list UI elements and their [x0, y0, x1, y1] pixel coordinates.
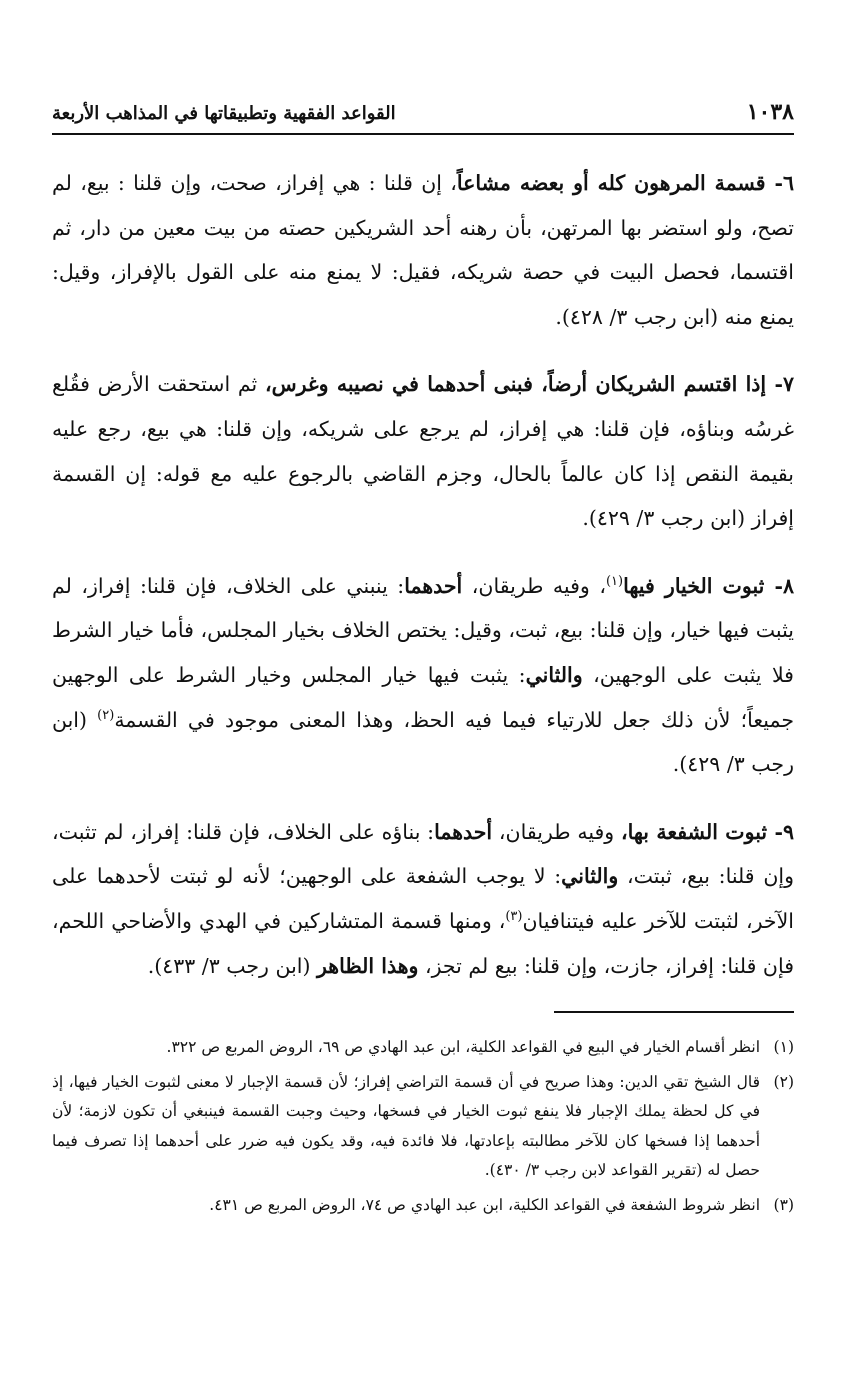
footnote-mark: (٢): [773, 1072, 794, 1091]
page-number: ١٠٣٨: [746, 99, 794, 125]
paragraph-body: (ابن رجب ٣/ ٤٣٣).: [147, 953, 317, 978]
paragraph-lead: ٩- ثبوت الشفعة بها،: [621, 819, 795, 844]
footnote-2: [52, 1068, 794, 1186]
footnote-1: [52, 1033, 794, 1063]
footnote-3: [52, 1191, 794, 1221]
footnotes: [52, 1033, 794, 1220]
paragraph-body: (ابن رجب ٣/ ٤٢٩).: [52, 707, 794, 777]
footnote-separator: [554, 1011, 794, 1013]
paragraph-body: ، وفيه طريقان،: [462, 573, 606, 598]
bold-term: أحدهما: [404, 573, 463, 598]
paragraph-body: ثم استحقت الأرض فقُلع غرسُه وبناؤه، فإن قلنا: هي إفراز، لم يرجع على شريكه، وإن قلنا: هي بيع، رجع عليه بقيمة النقص إذا كان عالماً بالحال، وجزم القاضي بالرجوع عليه مع قوله: إن القسمة إفراز (ابن رجب ٣/ ٤٢٩).: [52, 372, 794, 531]
footnote-mark: (١): [773, 1038, 794, 1057]
footnote-text: انظر أقسام الخيار في البيع في القواعد الكلية، ابن عبد الهادي ص ٦٩، الروض المربع ص ٣٢٢.: [166, 1038, 760, 1057]
bold-term: والثاني: [525, 662, 583, 687]
footnote-ref-2: (٢): [97, 707, 115, 723]
paragraph-body: : ينبني على الخلاف، فإن قلنا: إفراز، لم يثبت فيها خيار، وإن قلنا: بيع، ثبت، وقيل: يختص الخلاف بخيار المجلس، فأما خيار الشرط فلا يثبت على الوجهين،: [52, 573, 794, 687]
paragraph-body: ، ومنها قسمة المتشاركين في الهدي والأضاحي اللحم، فإن قلنا: إفراز، جازت، وإن قلنا: بيع لم تجز،: [52, 908, 794, 978]
paragraph-7: [52, 362, 794, 540]
paragraph-8: [52, 564, 794, 787]
running-header: [52, 95, 794, 135]
main-text: [52, 161, 794, 988]
paragraph-9: [52, 810, 794, 988]
footnote-mark: (٣): [773, 1195, 794, 1214]
bold-term: والثاني: [561, 864, 619, 889]
paragraph-body: وفيه طريقان،: [492, 819, 621, 844]
footnote-text: قال الشيخ تقي الدين: وهذا صريح في أن قسمة التراضي إفراز؛ لأن قسمة الإجبار لا معنى لثبوت الخيار فيها، إذ في كل لحظة يملك الإجبار فلا ينفع ثبوت الخيار في فسخها، وحيث وجبت القسمة فينبغي أن تكون لازمة؛ لأن أحدهما إذا فسخها كان للآخر مطالبته بإعادتها، فلا فائدة فيه، وقد يكون فيه ضرر على أحدهما إذا تصرف فيما حصل له (تقرير القواعد لابن رجب ٣/ ٤٣٠).: [52, 1072, 760, 1180]
footnote-ref-3: (٣): [505, 909, 523, 925]
paragraph-body: : بناؤه على الخلاف، فإن قلنا: إفراز، لم تثبت، وإن قلنا: بيع، ثبتت،: [52, 819, 794, 889]
paragraph-lead: ٦- قسمة المرهون كله أو بعضه مشاعاً: [456, 171, 794, 195]
book-page: [52, 95, 794, 1225]
footnote-ref-1: (١): [605, 573, 624, 589]
paragraph-body: ، إن قلنا : هي إفراز، صحت، وإن قلنا : بيع، لم تصح، ولو استضر بها المرتهن، بأن رهنه أحد الشريكين حصته من بيت معين من دار، ثم اقتسما، فحصل البيت في حصة شريكه، فقيل: لا يمنع منه على القول بالإفراز، وقيل: يمنع منه (ابن رجب ٣/ ٤٢٨).: [52, 171, 794, 329]
footnote-text: انظر شروط الشفعة في القواعد الكلية، ابن عبد الهادي ص ٧٤، الروض المربع ص ٤٣١.: [209, 1195, 760, 1214]
bold-term: أحدهما: [434, 819, 493, 844]
paragraph-lead: ٧- إذا اقتسم الشريكان أرضاً، فبنى أحدهما في نصيبه وغرس،: [264, 372, 794, 397]
book-title: القواعد الفقهية وتطبيقاتها في المذاهب الأربعة: [52, 103, 396, 124]
bold-term: وهذا الظاهر: [317, 953, 419, 978]
paragraph-body: : لا يوجب الشفعة على الوجهين؛ لأنه لو ثبتت لأحدهما على الآخر، لثبتت للآخر عليه فيتنافيان: [52, 864, 794, 933]
paragraph-6: [52, 161, 794, 339]
paragraph-lead: ٨- ثبوت الخيار فيها: [623, 573, 795, 598]
paragraph-body: : يثبت فيها خيار المجلس وخيار الشرط على الوجهين جميعاً؛ لأن ذلك جعل للارتياء فيما فيه الحظ، وهذا المعنى موجود في القسمة: [52, 662, 794, 732]
